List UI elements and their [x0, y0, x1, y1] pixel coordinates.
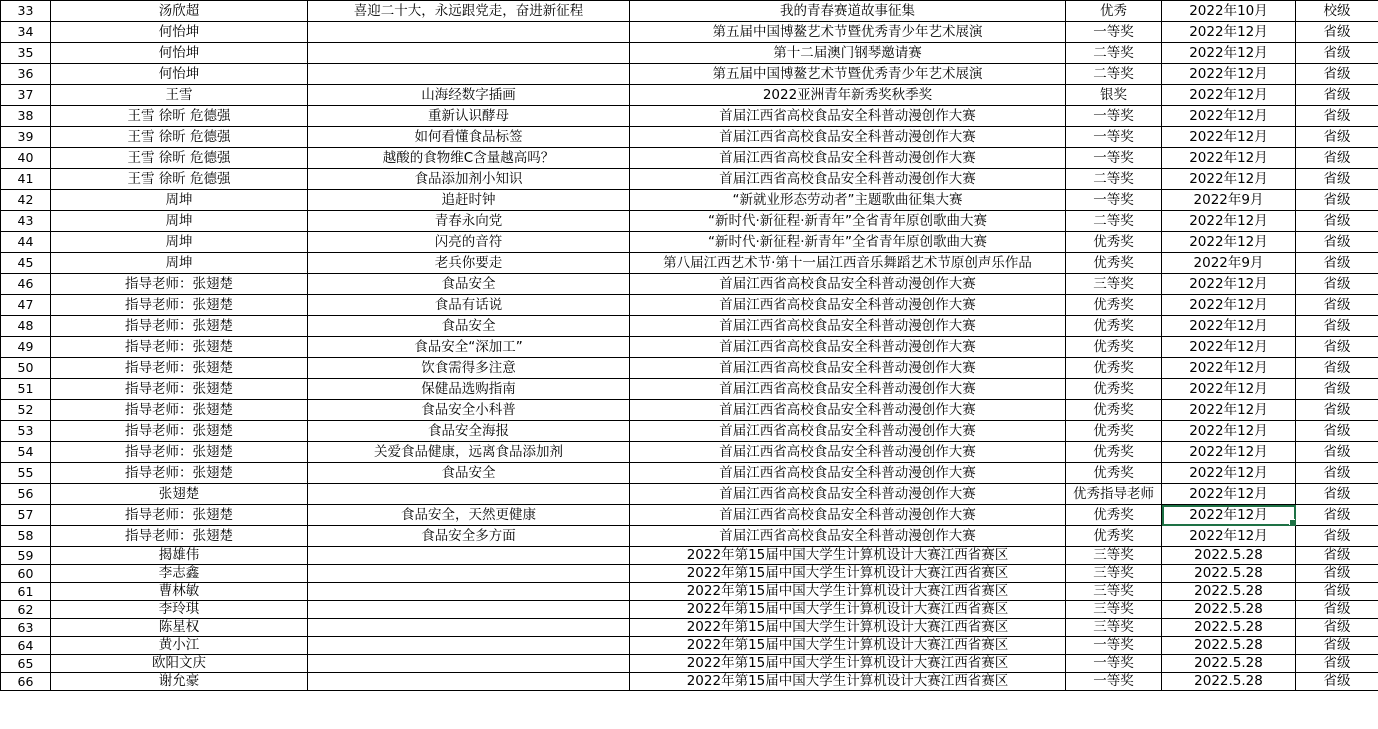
cell-work[interactable]: 青春永向党 — [308, 211, 630, 232]
cell-no[interactable]: 48 — [1, 316, 51, 337]
cell-name[interactable]: 王雪 — [51, 85, 308, 106]
cell-work[interactable] — [308, 484, 630, 505]
cell-date[interactable]: 2022年10月 — [1162, 1, 1296, 22]
cell-name[interactable]: 何怡坤 — [51, 22, 308, 43]
cell-award[interactable]: 优秀奖 — [1066, 295, 1162, 316]
cell-award[interactable]: 二等奖 — [1066, 43, 1162, 64]
cell-work[interactable]: 食品安全 — [308, 463, 630, 484]
cell-contest[interactable]: 首届江西省高校食品安全科普动漫创作大赛 — [630, 463, 1066, 484]
table-row — [1, 85, 1378, 106]
cell-contest[interactable]: 2022年第15届中国大学生计算机设计大赛江西省赛区 — [630, 655, 1066, 673]
cell-award[interactable]: 优秀奖 — [1066, 526, 1162, 547]
cell-no[interactable]: 33 — [1, 1, 51, 22]
table-row — [1, 253, 1378, 274]
cell-award[interactable]: 三等奖 — [1066, 583, 1162, 601]
table-row — [1, 619, 1378, 637]
table-row — [1, 547, 1378, 565]
cell-award[interactable]: 优秀奖 — [1066, 421, 1162, 442]
cell-name[interactable]: 指导老师：张翅楚 — [51, 526, 308, 547]
cell-award[interactable]: 二等奖 — [1066, 211, 1162, 232]
cell-work[interactable]: 食品安全，天然更健康 — [308, 505, 630, 526]
cell-level[interactable]: 省级 — [1296, 316, 1378, 337]
cell-work[interactable] — [308, 601, 630, 619]
cell-work[interactable] — [308, 673, 630, 691]
table-row — [1, 400, 1378, 421]
cell-award[interactable]: 一等奖 — [1066, 190, 1162, 211]
cell-name[interactable]: 揭雄伟 — [51, 547, 308, 565]
cell-name[interactable]: 何怡坤 — [51, 64, 308, 85]
cell-date[interactable]: 2022年12月 — [1162, 463, 1296, 484]
cell-level[interactable]: 省级 — [1296, 601, 1378, 619]
cell-date[interactable]: 2022年12月 — [1162, 337, 1296, 358]
cell-no[interactable]: 43 — [1, 211, 51, 232]
table-row — [1, 316, 1378, 337]
cell-level[interactable]: 省级 — [1296, 421, 1378, 442]
cell-name[interactable]: 指导老师：张翅楚 — [51, 295, 308, 316]
cell-name[interactable]: 王雪 徐昕 危德强 — [51, 106, 308, 127]
cell-no[interactable]: 49 — [1, 337, 51, 358]
cell-contest[interactable]: 首届江西省高校食品安全科普动漫创作大赛 — [630, 127, 1066, 148]
cell-award[interactable]: 三等奖 — [1066, 274, 1162, 295]
table-row — [1, 295, 1378, 316]
cell-contest[interactable]: 首届江西省高校食品安全科普动漫创作大赛 — [630, 421, 1066, 442]
cell-no[interactable]: 64 — [1, 637, 51, 655]
cell-contest[interactable]: 2022亚洲青年新秀奖秋季奖 — [630, 85, 1066, 106]
cell-level[interactable]: 省级 — [1296, 106, 1378, 127]
cell-date[interactable]: 2022.5.28 — [1162, 655, 1296, 673]
cell-no[interactable]: 42 — [1, 190, 51, 211]
cell-date[interactable]: 2022.5.28 — [1162, 547, 1296, 565]
cell-work[interactable]: 食品添加剂小知识 — [308, 169, 630, 190]
cell-contest[interactable]: 首届江西省高校食品安全科普动漫创作大赛 — [630, 484, 1066, 505]
cell-date[interactable]: 2022年12月 — [1162, 316, 1296, 337]
cell-level[interactable]: 校级 — [1296, 1, 1378, 22]
cell-name[interactable]: 指导老师：张翅楚 — [51, 463, 308, 484]
cell-level[interactable]: 省级 — [1296, 211, 1378, 232]
cell-award[interactable]: 银奖 — [1066, 85, 1162, 106]
cell-award[interactable]: 一等奖 — [1066, 127, 1162, 148]
cell-work[interactable]: 食品安全“深加工” — [308, 337, 630, 358]
cell-no[interactable]: 35 — [1, 43, 51, 64]
cell-level[interactable]: 省级 — [1296, 148, 1378, 169]
cell-name[interactable]: 王雪 徐昕 危德强 — [51, 148, 308, 169]
cell-no[interactable]: 54 — [1, 442, 51, 463]
cell-date[interactable]: 2022.5.28 — [1162, 583, 1296, 601]
selected-cell[interactable]: 2022年12月 — [1162, 505, 1296, 526]
cell-no[interactable]: 61 — [1, 583, 51, 601]
table-row — [1, 583, 1378, 601]
cell-no[interactable]: 60 — [1, 565, 51, 583]
cell-contest[interactable]: “新时代·新征程·新青年”全省青年原创歌曲大赛 — [630, 211, 1066, 232]
table-row — [1, 637, 1378, 655]
cell-level[interactable]: 省级 — [1296, 85, 1378, 106]
cell-no[interactable]: 34 — [1, 22, 51, 43]
cell-no[interactable]: 37 — [1, 85, 51, 106]
cell-contest[interactable]: “新就业形态劳动者”主题歌曲征集大赛 — [630, 190, 1066, 211]
cell-no[interactable]: 63 — [1, 619, 51, 637]
cell-date[interactable]: 2022年12月 — [1162, 358, 1296, 379]
cell-award[interactable]: 优秀奖 — [1066, 232, 1162, 253]
cell-work[interactable]: 重新认识酵母 — [308, 106, 630, 127]
cell-award[interactable]: 优秀奖 — [1066, 358, 1162, 379]
cell-name[interactable]: 谢允豪 — [51, 673, 308, 691]
cell-date[interactable]: 2022年9月 — [1162, 190, 1296, 211]
cell-contest[interactable]: 第八届江西艺术节·第十一届江西音乐舞蹈艺术节原创声乐作品 — [630, 253, 1066, 274]
cell-name[interactable]: 指导老师：张翅楚 — [51, 358, 308, 379]
cell-contest[interactable]: 首届江西省高校食品安全科普动漫创作大赛 — [630, 295, 1066, 316]
cell-level[interactable]: 省级 — [1296, 463, 1378, 484]
cell-level[interactable]: 省级 — [1296, 358, 1378, 379]
cell-date[interactable]: 2022年12月 — [1162, 442, 1296, 463]
cell-work[interactable]: 食品安全多方面 — [308, 526, 630, 547]
cell-work[interactable]: 追赶时钟 — [308, 190, 630, 211]
table-row — [1, 421, 1378, 442]
cell-date[interactable]: 2022.5.28 — [1162, 637, 1296, 655]
cell-date[interactable]: 2022年12月 — [1162, 421, 1296, 442]
table-row — [1, 673, 1378, 691]
cell-level[interactable]: 省级 — [1296, 232, 1378, 253]
cell-no[interactable]: 38 — [1, 106, 51, 127]
cell-work[interactable] — [308, 583, 630, 601]
cell-work[interactable]: 食品有话说 — [308, 295, 630, 316]
cell-award[interactable]: 优秀奖 — [1066, 400, 1162, 421]
cell-work[interactable]: 如何看懂食品标签 — [308, 127, 630, 148]
cell-level[interactable]: 省级 — [1296, 190, 1378, 211]
cell-contest[interactable]: 2022年第15届中国大学生计算机设计大赛江西省赛区 — [630, 583, 1066, 601]
cell-contest[interactable]: 首届江西省高校食品安全科普动漫创作大赛 — [630, 148, 1066, 169]
table-row — [1, 601, 1378, 619]
cell-name[interactable]: 张翅楚 — [51, 484, 308, 505]
cell-name[interactable]: 指导老师：张翅楚 — [51, 400, 308, 421]
cell-date[interactable]: 2022年12月 — [1162, 43, 1296, 64]
cell-award[interactable]: 优秀奖 — [1066, 337, 1162, 358]
cell-name[interactable]: 曹林敏 — [51, 583, 308, 601]
cell-level[interactable]: 省级 — [1296, 619, 1378, 637]
cell-award[interactable]: 优秀奖 — [1066, 379, 1162, 400]
cell-name[interactable]: 周坤 — [51, 211, 308, 232]
cell-name[interactable]: 指导老师：张翅楚 — [51, 316, 308, 337]
cell-contest[interactable]: 首届江西省高校食品安全科普动漫创作大赛 — [630, 505, 1066, 526]
cell-award[interactable]: 二等奖 — [1066, 169, 1162, 190]
table-row — [1, 64, 1378, 85]
cell-award[interactable]: 优秀奖 — [1066, 505, 1162, 526]
cell-name[interactable]: 欧阳文庆 — [51, 655, 308, 673]
cell-name[interactable]: 何怡坤 — [51, 43, 308, 64]
table-row — [1, 565, 1378, 583]
cell-date[interactable]: 2022年12月 — [1162, 400, 1296, 421]
cell-name[interactable]: 指导老师：张翅楚 — [51, 379, 308, 400]
cell-level[interactable]: 省级 — [1296, 505, 1378, 526]
cell-name[interactable]: 指导老师：张翅楚 — [51, 442, 308, 463]
cell-name[interactable]: 李玲琪 — [51, 601, 308, 619]
cell-no[interactable]: 56 — [1, 484, 51, 505]
cell-contest[interactable]: 2022年第15届中国大学生计算机设计大赛江西省赛区 — [630, 601, 1066, 619]
cell-contest[interactable]: 第十二届澳门钢琴邀请赛 — [630, 43, 1066, 64]
cell-work[interactable]: 关爱食品健康，远离食品添加剂 — [308, 442, 630, 463]
cell-no[interactable]: 50 — [1, 358, 51, 379]
cell-name[interactable]: 周坤 — [51, 232, 308, 253]
cell-level[interactable]: 省级 — [1296, 274, 1378, 295]
cell-level[interactable]: 省级 — [1296, 526, 1378, 547]
cell-work[interactable] — [308, 64, 630, 85]
cell-level[interactable]: 省级 — [1296, 400, 1378, 421]
cell-work[interactable]: 食品安全小科普 — [308, 400, 630, 421]
cell-contest[interactable]: 首届江西省高校食品安全科普动漫创作大赛 — [630, 358, 1066, 379]
table-row — [1, 505, 1378, 526]
table-row — [1, 358, 1378, 379]
cell-date[interactable]: 2022.5.28 — [1162, 601, 1296, 619]
cell-level[interactable]: 省级 — [1296, 565, 1378, 583]
cell-award[interactable]: 三等奖 — [1066, 547, 1162, 565]
cell-level[interactable]: 省级 — [1296, 442, 1378, 463]
cell-level[interactable]: 省级 — [1296, 673, 1378, 691]
cell-no[interactable]: 36 — [1, 64, 51, 85]
cell-level[interactable]: 省级 — [1296, 169, 1378, 190]
cell-award[interactable]: 一等奖 — [1066, 637, 1162, 655]
cell-contest[interactable]: 首届江西省高校食品安全科普动漫创作大赛 — [630, 274, 1066, 295]
cell-date[interactable]: 2022年12月 — [1162, 295, 1296, 316]
cell-contest[interactable]: 2022年第15届中国大学生计算机设计大赛江西省赛区 — [630, 637, 1066, 655]
cell-name[interactable]: 指导老师：张翅楚 — [51, 505, 308, 526]
cell-work[interactable]: 食品安全 — [308, 316, 630, 337]
table-row — [1, 106, 1378, 127]
cell-date[interactable]: 2022年12月 — [1162, 106, 1296, 127]
cell-award[interactable]: 三等奖 — [1066, 619, 1162, 637]
cell-date[interactable]: 2022年12月 — [1162, 64, 1296, 85]
cell-contest[interactable]: 首届江西省高校食品安全科普动漫创作大赛 — [630, 337, 1066, 358]
cell-no[interactable]: 57 — [1, 505, 51, 526]
cell-contest[interactable]: 首届江西省高校食品安全科普动漫创作大赛 — [630, 400, 1066, 421]
cell-no[interactable]: 66 — [1, 673, 51, 691]
cell-name[interactable]: 王雪 徐昕 危德强 — [51, 169, 308, 190]
table-row — [1, 655, 1378, 673]
cell-name[interactable]: 指导老师：张翅楚 — [51, 421, 308, 442]
cell-name[interactable]: 王雪 徐昕 危德强 — [51, 127, 308, 148]
cell-level[interactable]: 省级 — [1296, 547, 1378, 565]
table-row — [1, 337, 1378, 358]
cell-level[interactable]: 省级 — [1296, 337, 1378, 358]
cell-level[interactable]: 省级 — [1296, 43, 1378, 64]
cell-contest[interactable]: 首届江西省高校食品安全科普动漫创作大赛 — [630, 379, 1066, 400]
cell-award[interactable]: 一等奖 — [1066, 106, 1162, 127]
cell-award[interactable]: 优秀奖 — [1066, 463, 1162, 484]
cell-name[interactable]: 指导老师：张翅楚 — [51, 337, 308, 358]
cell-award[interactable]: 三等奖 — [1066, 601, 1162, 619]
cell-contest[interactable]: 首届江西省高校食品安全科普动漫创作大赛 — [630, 316, 1066, 337]
cell-contest[interactable]: 2022年第15届中国大学生计算机设计大赛江西省赛区 — [630, 619, 1066, 637]
cell-award[interactable]: 优秀奖 — [1066, 442, 1162, 463]
cell-date[interactable]: 2022年12月 — [1162, 169, 1296, 190]
cell-level[interactable]: 省级 — [1296, 295, 1378, 316]
table-row — [1, 232, 1378, 253]
cell-no[interactable]: 58 — [1, 526, 51, 547]
cell-no[interactable]: 65 — [1, 655, 51, 673]
cell-no[interactable]: 59 — [1, 547, 51, 565]
cell-award[interactable]: 优秀 — [1066, 1, 1162, 22]
cell-no[interactable]: 52 — [1, 400, 51, 421]
table-row — [1, 274, 1378, 295]
cell-date[interactable]: 2022年12月 — [1162, 22, 1296, 43]
table-row — [1, 463, 1378, 484]
cell-award[interactable]: 优秀奖 — [1066, 253, 1162, 274]
cell-award[interactable]: 一等奖 — [1066, 148, 1162, 169]
table-row — [1, 379, 1378, 400]
cell-level[interactable]: 省级 — [1296, 637, 1378, 655]
cell-level[interactable]: 省级 — [1296, 127, 1378, 148]
cell-date[interactable]: 2022.5.28 — [1162, 619, 1296, 637]
cell-level[interactable]: 省级 — [1296, 655, 1378, 673]
cell-date[interactable]: 2022.5.28 — [1162, 673, 1296, 691]
cell-work[interactable]: 老兵你要走 — [308, 253, 630, 274]
cell-date[interactable]: 2022年12月 — [1162, 148, 1296, 169]
cell-award[interactable]: 三等奖 — [1066, 565, 1162, 583]
cell-name[interactable]: 周坤 — [51, 190, 308, 211]
cell-date[interactable]: 2022年12月 — [1162, 526, 1296, 547]
cell-level[interactable]: 省级 — [1296, 583, 1378, 601]
cell-work[interactable]: 越酸的食物维C含量越高吗？ — [308, 148, 630, 169]
cell-date[interactable]: 2022年12月 — [1162, 484, 1296, 505]
cell-name[interactable]: 指导老师：张翅楚 — [51, 274, 308, 295]
cell-no[interactable]: 44 — [1, 232, 51, 253]
cell-work[interactable] — [308, 43, 630, 64]
cell-no[interactable]: 39 — [1, 127, 51, 148]
cell-no[interactable]: 46 — [1, 274, 51, 295]
table-row — [1, 43, 1378, 64]
cell-contest[interactable]: 第五届中国博鳌艺术节暨优秀青少年艺术展演 — [630, 64, 1066, 85]
table-row — [1, 211, 1378, 232]
cell-date[interactable]: 2022年12月 — [1162, 211, 1296, 232]
table-row — [1, 526, 1378, 547]
cell-work[interactable]: 食品安全海报 — [308, 421, 630, 442]
cell-name[interactable]: 周坤 — [51, 253, 308, 274]
cell-contest[interactable]: 2022年第15届中国大学生计算机设计大赛江西省赛区 — [630, 565, 1066, 583]
cell-name[interactable]: 李志鑫 — [51, 565, 308, 583]
table-row — [1, 169, 1378, 190]
cell-work[interactable] — [308, 547, 630, 565]
cell-award[interactable]: 一等奖 — [1066, 22, 1162, 43]
table-row — [1, 1, 1378, 22]
cell-contest[interactable]: “新时代·新征程·新青年”全省青年原创歌曲大赛 — [630, 232, 1066, 253]
table-row — [1, 442, 1378, 463]
cell-award[interactable]: 一等奖 — [1066, 673, 1162, 691]
table-row — [1, 22, 1378, 43]
cell-level[interactable]: 省级 — [1296, 484, 1378, 505]
cell-name[interactable]: 黄小江 — [51, 637, 308, 655]
cell-work[interactable]: 喜迎二十大，永远跟党走，奋进新征程 — [308, 1, 630, 22]
cell-contest[interactable]: 首届江西省高校食品安全科普动漫创作大赛 — [630, 526, 1066, 547]
cell-contest[interactable]: 我的青春赛道故事征集 — [630, 1, 1066, 22]
cell-award[interactable]: 二等奖 — [1066, 64, 1162, 85]
cell-work[interactable] — [308, 637, 630, 655]
cell-level[interactable]: 省级 — [1296, 22, 1378, 43]
cell-date[interactable]: 2022年12月 — [1162, 232, 1296, 253]
cell-work[interactable]: 山海经数字插画 — [308, 85, 630, 106]
cell-contest[interactable]: 首届江西省高校食品安全科普动漫创作大赛 — [630, 106, 1066, 127]
cell-date[interactable]: 2022年12月 — [1162, 127, 1296, 148]
cell-work[interactable]: 饮食需得多注意 — [308, 358, 630, 379]
cell-contest[interactable]: 2022年第15届中国大学生计算机设计大赛江西省赛区 — [630, 673, 1066, 691]
cell-award[interactable]: 一等奖 — [1066, 655, 1162, 673]
cell-date[interactable]: 2022年9月 — [1162, 253, 1296, 274]
cell-work[interactable] — [308, 565, 630, 583]
cell-work[interactable] — [308, 619, 630, 637]
cell-award[interactable]: 优秀指导老师 — [1066, 484, 1162, 505]
cell-no[interactable]: 47 — [1, 295, 51, 316]
table-row — [1, 148, 1378, 169]
cell-work[interactable] — [308, 22, 630, 43]
cell-no[interactable]: 53 — [1, 421, 51, 442]
cell-no[interactable]: 51 — [1, 379, 51, 400]
cell-name[interactable]: 陈星权 — [51, 619, 308, 637]
cell-contest[interactable]: 2022年第15届中国大学生计算机设计大赛江西省赛区 — [630, 547, 1066, 565]
cell-no[interactable]: 55 — [1, 463, 51, 484]
cell-date[interactable]: 2022.5.28 — [1162, 565, 1296, 583]
cell-work[interactable]: 保健品选购指南 — [308, 379, 630, 400]
cell-contest[interactable]: 首届江西省高校食品安全科普动漫创作大赛 — [630, 442, 1066, 463]
cell-no[interactable]: 62 — [1, 601, 51, 619]
cell-award[interactable]: 优秀奖 — [1066, 316, 1162, 337]
cell-work[interactable]: 闪亮的音符 — [308, 232, 630, 253]
cell-no[interactable]: 45 — [1, 253, 51, 274]
cell-no[interactable]: 40 — [1, 148, 51, 169]
cell-date[interactable]: 2022年12月 — [1162, 85, 1296, 106]
cell-level[interactable]: 省级 — [1296, 64, 1378, 85]
table-row — [1, 484, 1378, 505]
cell-level[interactable]: 省级 — [1296, 379, 1378, 400]
cell-name[interactable]: 汤欣超 — [51, 1, 308, 22]
cell-contest[interactable]: 第五届中国博鳌艺术节暨优秀青少年艺术展演 — [630, 22, 1066, 43]
cell-work[interactable]: 食品安全 — [308, 274, 630, 295]
cell-date[interactable]: 2022年12月 — [1162, 379, 1296, 400]
cell-level[interactable]: 省级 — [1296, 253, 1378, 274]
table-row — [1, 190, 1378, 211]
table-row — [1, 127, 1378, 148]
cell-date[interactable]: 2022年12月 — [1162, 274, 1296, 295]
cell-work[interactable] — [308, 655, 630, 673]
cell-no[interactable]: 41 — [1, 169, 51, 190]
cell-contest[interactable]: 首届江西省高校食品安全科普动漫创作大赛 — [630, 169, 1066, 190]
